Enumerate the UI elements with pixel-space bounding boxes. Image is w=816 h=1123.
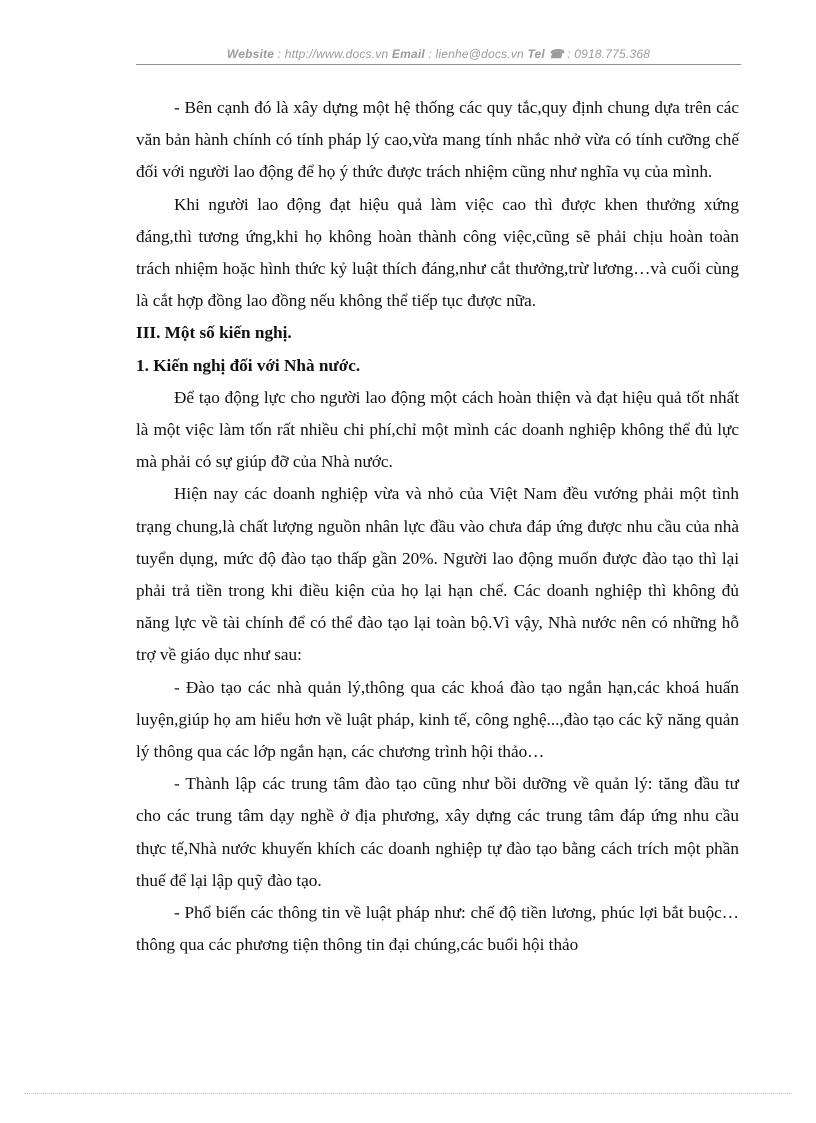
paragraph-current-state: Hiện nay các doanh nghiệp vừa và nhỏ của Việt Nam đều vướng phải một tình trạng chung,là chất lượng nguồn nhân lực đầu vào chưa đáp ứng được nhu cầu của nhà tuyển dụng, mức độ đào tạo thấp gần 20%. Người lao động muốn được đào tạo thì lại phải trả tiền trong khi điều kiện của họ lại hạn chế. Các doanh nghiệp thì không đủ năng lực về tài chính để có thể đào tạo lại toàn bộ.Vì vậy, Nhà nước nên có những hỗ trợ về giáo dục như sau: bbox=[136, 484, 739, 665]
header-divider bbox=[136, 64, 741, 65]
paragraph-rules: - Bên cạnh đó là xây dựng một hệ thống các quy tắc,quy định chung dựa trên các văn bản hành chính có tính pháp lý cao,vừa mang tính nhắc nhở vừa có tính cưỡng chế đối với người lao động để họ ý thức được trách nhiệm cũng như nghĩa vụ của mình. bbox=[136, 98, 739, 182]
tel-label: Tel bbox=[527, 47, 545, 61]
website-link[interactable]: http://www.docs.vn bbox=[284, 47, 389, 61]
email-separator: : bbox=[424, 47, 436, 61]
paragraph-training-managers: - Đào tạo các nhà quản lý,thông qua các khoá đào tạo ngắn hạn,các khoá huấn luyện,giúp họ am hiểu hơn về luật pháp, kinh tế, công nghệ...,đào tạo các kỹ năng quản lý thông qua các lớp ngắn hạn, các chương trình hội thảo… bbox=[136, 677, 739, 762]
footer-divider bbox=[24, 1093, 792, 1094]
section-heading: III. Một số kiến nghị. bbox=[136, 323, 292, 343]
paragraph-legal-info: - Phổ biến các thông tin về luật pháp như: chế độ tiền lương, phúc lợi bắt buộc… thông qua các phương tiện thông tin đại chúng,các buổi hội thảo bbox=[136, 903, 739, 955]
paragraph-rewards: Khi người lao động đạt hiệu quả làm việc cao thì được khen thưởng xứng đáng,thì tương ứng,khi họ không hoàn thành công việc,cũng sẽ phải chịu hoàn toàn trách nhiệm hoặc hình thức kỷ luật thích đáng,như cắt thưởng,trừ lương…và cuối cùng là cắt hợp đồng lao đồng nếu không thể tiếp tục được nữa. bbox=[136, 194, 739, 311]
website-label: Website bbox=[226, 47, 275, 61]
subsection-heading: 1. Kiến nghị đối với Nhà nước. bbox=[136, 355, 361, 375]
email-link[interactable]: lienhe@docs.vn bbox=[435, 47, 524, 61]
email-label: Email bbox=[391, 47, 425, 61]
document-body bbox=[136, 92, 739, 961]
website-separator: : bbox=[274, 47, 285, 61]
tel-value: 0918.775.368 bbox=[574, 47, 651, 61]
paragraph-training-centers: - Thành lập các trung tâm đào tạo cũng như bồi dưỡng về quản lý: tăng đầu tư cho các trung tâm dạy nghề ở địa phương, xây dựng các trung tâm đáp ứng nhu cầu thực tế,Nhà nước khuyến khích các doanh nghiệp tự đào tạo bằng cách trích một phần thuế để lại lập quỹ đào tạo. bbox=[136, 774, 739, 890]
tel-separator: : bbox=[563, 47, 575, 61]
page-header bbox=[136, 47, 741, 61]
phone-icon: ☎ bbox=[548, 47, 564, 61]
paragraph-motivation: Để tạo động lực cho người lao động một cách hoàn thiện và đạt hiệu quả tốt nhất là một việc làm tốn rất nhiều chi phí,chỉ một mình các doanh nghiệp không thể đủ lực mà phải có sự giúp đỡ của Nhà nước. bbox=[136, 387, 739, 472]
